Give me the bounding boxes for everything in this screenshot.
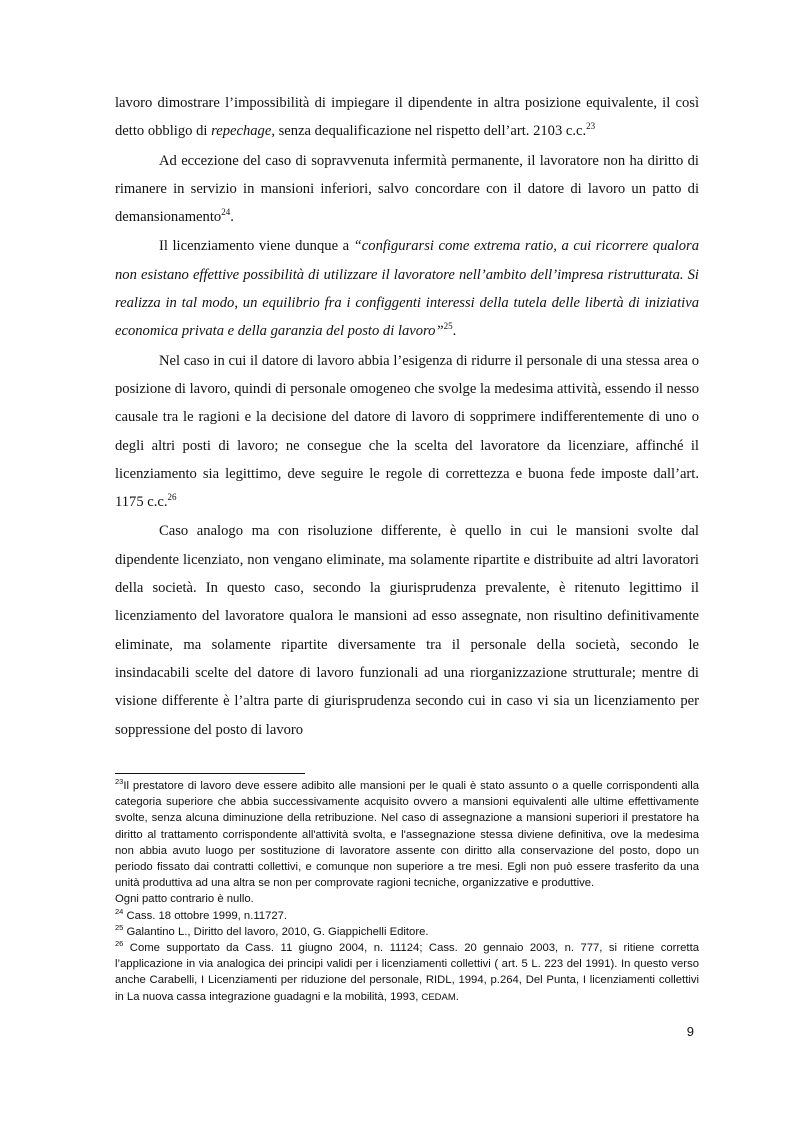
footnote-23 [115, 778, 699, 891]
footnote-25 [115, 924, 699, 940]
italic-term: repechage, [211, 123, 275, 140]
paragraph-text: lavoro dimostrare l’impossibilità di impiegare il dipendente in altra posizione equivalente, il così detto obbligo di [115, 95, 699, 140]
footnote-number: 25 [115, 923, 124, 933]
paragraph-2 [115, 147, 699, 232]
footnote-24 [115, 908, 699, 924]
footnote-number: 26 [115, 939, 124, 949]
page-number: 9 [686, 1024, 694, 1039]
paragraph-text: Il licenziamento viene dunque a [159, 238, 354, 255]
paragraph-4 [115, 347, 699, 517]
footnote-number: 23 [115, 777, 124, 787]
italic-quote: “configurarsi come extrema ratio, a cui ricorrere qualora non esistano effettive possibilità di utilizzare il lavoratore nell’ambito dell’impresa ristrutturata. Si realizza in tal modo, un equilibrio fra i configgenti interessi della tutela delle libertà di iniziativa economica privata e della garanzia del posto di lavoro” [115, 238, 699, 340]
paragraph-5 [115, 517, 699, 743]
footnotes [115, 778, 699, 1006]
paragraph-text: Nel caso in cui il datore di lavoro abbia l’esigenza di ridurre il personale di una stessa area o posizione di lavoro, quindi di personale omogeneo che svolge la medesima attività, essendo il nesso causale tra le ragioni e la decisione del datore di lavoro di sopprimere indifferentemente di uno o degli altri posti di lavoro; ne consegue che la scelta del lavoratore da licenziare, affinché il licenziamento sia legittimo, deve seguire le regole di correttezza e buona fede imposte dall’art. 1175 c.c. [115, 352, 699, 511]
main-text [115, 89, 699, 745]
footnote-text: Galantino L., Diritto del lavoro, 2010, G. Giappichelli Editore. [123, 925, 429, 938]
paragraph-text: Ad eccezione del caso di sopravvenuta infermità permanente, il lavoratore non ha diritto di rimanere in servizio in mansioni inferiori, salvo concordare con il datore di lavoro un patto di demansionamento [115, 152, 699, 226]
footnote-ref-24[interactable]: 24 [221, 207, 231, 218]
footnote-separator [115, 773, 305, 774]
footnote-number: 24 [115, 906, 124, 916]
paragraph-3 [115, 232, 699, 345]
footnote-text: Cass. 18 ottobre 1999, n.11727. [123, 909, 288, 922]
paragraph-text: . [452, 323, 457, 340]
footnote-ref-23[interactable]: 23 [586, 121, 596, 132]
footnote-ref-25[interactable]: 25 [443, 321, 453, 332]
footnote-text: Il prestatore di lavoro deve essere adibito alle mansioni per le quali è stato assunto o a quelle corrispondenti alla categoria superiore che abbia successivamente acquisito ovvero a mansioni equivalenti alle ultime effettivamente svolte, senza alcuna diminuzione della retribuzione. Nel caso di assegnazione a mansioni superiori il prestatore ha diritto al trattamento corrispondente all'attività svolta, e l'assegnazione stessa diviene definitiva, ove la medesima non abbia avuto luogo per sostituzione di lavoratore assente con diritto alla conservazione del posto, dopo un periodo fissato dai contratti collettivi, e comunque non superiore a tre mesi. Egli non può essere trasferito da una unità produttiva ad una altra se non per comprovate ragioni tecniche, organizzative e produttive. [115, 780, 699, 890]
paragraph-1 [115, 89, 699, 146]
footnote-23-extra: Ogni patto contrario è nullo. [115, 893, 254, 906]
footnote-ref-26[interactable]: 26 [167, 492, 177, 503]
paragraph-text: senza dequalificazione nel rispetto dell’art. 2103 c.c. [274, 123, 587, 140]
publisher-name: CEDAM [421, 991, 456, 1003]
footnote-text: Come supportato da Cass. 11 giugno 2004, n. 11124; Cass. 20 gennaio 2003, n. 777, si ritiene corretta l’applicazione in via analogica dei principi validi per i licenziamenti collettivi ( art. 5 L. 223 del 1991). In questo verso anche Carabelli, I Licenziamenti per riduzione del personale, RIDL, 1994, p.264, Del Punta, I licenziamenti collettivi in La nuova cassa integrazione guadagni e la mobilità, 1993, [115, 942, 699, 1003]
footnote-text: . [455, 990, 459, 1003]
paragraph-text: . [230, 209, 234, 226]
footnote-26 [115, 940, 699, 1006]
paragraph-text: Caso analogo ma con risoluzione differente, è quello in cui le mansioni svolte dal dipendente licenziato, non vengano eliminate, ma solamente ripartite e distribuite ad altri lavoratori della società. In questo caso, secondo la giurisprudenza prevalente, è ritenuto legittimo il licenziamento del lavoratore qualora le mansioni ad esso assegnate, non risultino definitivamente eliminate, ma solamente ripartite diversamente tra il personale della società, secondo le insindacabili scelte del datore di lavoro funzionali ad una riorganizzazione strutturale; mentre di visione differente è l’altra parte di giurisprudenza secondo cui in caso vi sia un licenziamento per soppressione del posto di lavoro [115, 523, 699, 738]
